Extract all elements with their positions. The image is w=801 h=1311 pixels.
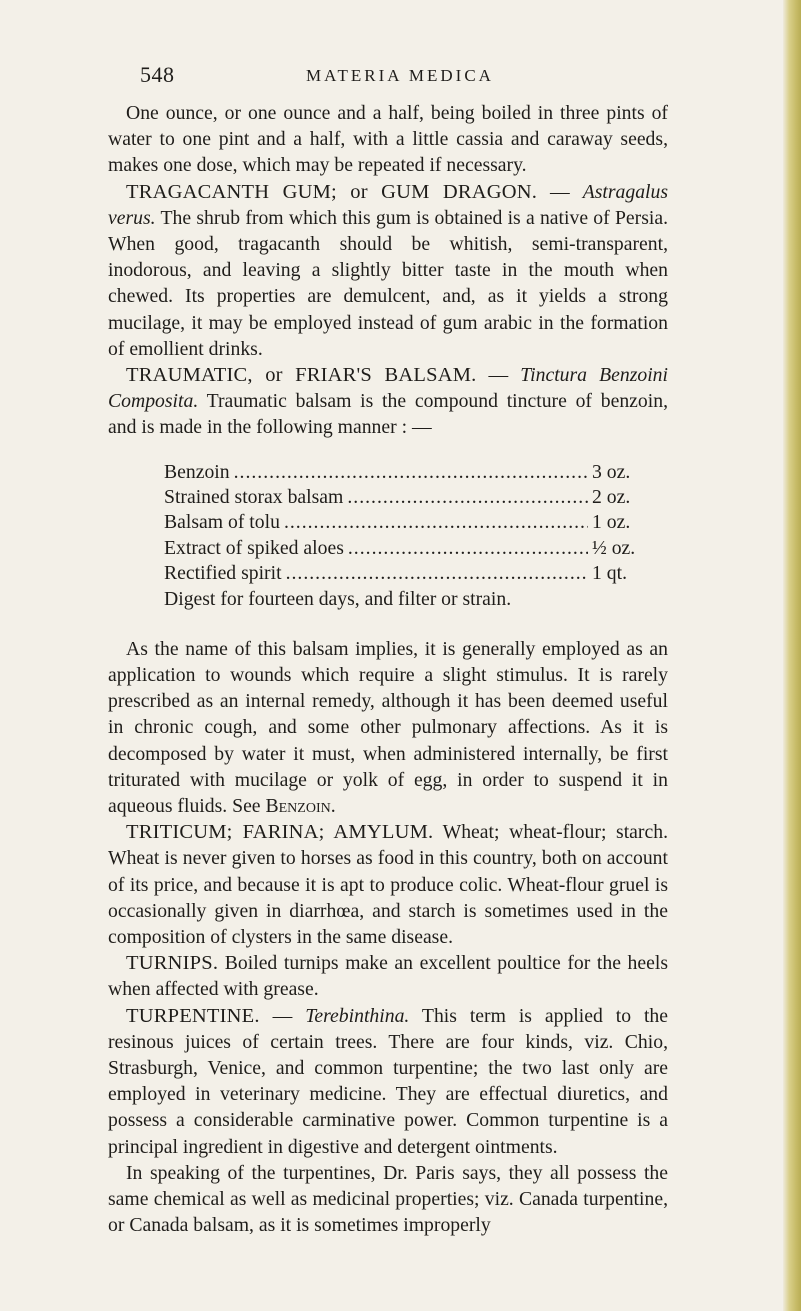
entry-text: This term is applied to the resinous juices of certain trees. There are four kinds, viz. Chio, Strasburgh, Venice, and common turpentine; the two last only are employed in veterinary medicine. They are effectual diuretics, and possess a considerable carminative power. Common turpentine is a principal ingredient in digestive and detergent ointments. <box>108 1004 668 1158</box>
dot-leader <box>284 509 588 535</box>
dot-leader <box>286 560 588 586</box>
ingredient-name: Benzoin <box>164 460 230 483</box>
entry-text: The shrub from which this gum is obtained is a native of Persia. When good, tragacanth should be whitish, semi-transparent, inodorous, and leaving a slightly bitter taste in the mouth when chewed. Its properties are demulcent, and, as it yields a strong mucilage, it may be employed instead of gum arabic in the formation of emollient drinks. <box>108 206 668 360</box>
page-edge <box>783 0 801 1311</box>
paragraph-text: As the name of this balsam implies, it is generally employed as an application to wounds which require a slight stimulus. It is rarely prescribed as an internal remedy, although it has been deemed useful in chronic cough, and some other pulmonary affections. As it is decomposed by water it must, when administered internally, be first triturated with mucilage or yolk of egg, in order to suspend it in aqueous fluids. See <box>108 637 668 818</box>
paragraph-balsam-use <box>108 636 668 819</box>
dot-leader <box>347 484 588 510</box>
paragraph-turpentines <box>108 1160 668 1239</box>
entry-heading: TRITICUM; FARINA; AMYLUM. <box>126 821 434 844</box>
ingredient-quantity: 1 oz. <box>592 511 631 534</box>
entry-latin-name: Astragalus verus. <box>108 180 669 229</box>
entry-tragacanth <box>108 179 668 362</box>
paragraph-text: One ounce, or one ounce and a half, being boiled in three pints of water to one pint and a half, with a little cassia and caraway seeds, makes one dose, which may be repeated if necessary. <box>108 102 668 177</box>
ingredient-name: Rectified spirit <box>164 562 282 585</box>
recipe-row <box>164 535 644 560</box>
entry-triticum <box>108 819 668 950</box>
entry-latin-name: Terebinthina. <box>305 1004 410 1027</box>
paragraph-dose <box>108 100 668 179</box>
entry-text: Wheat; wheat-flour; starch. Wheat is never given to horses as food in this country, both on account of its price, and because it is apt to produce colic. Wheat-flour gruel is occasionally given in diarrhœa, and starch is sometimes used in the composition of clysters in the same disease. <box>108 821 668 949</box>
entry-text: Traumatic balsam is the compound tincture of benzoin, and is made in the following manner : — <box>108 390 668 439</box>
entry-turpentine <box>108 1003 668 1160</box>
recipe-table <box>108 459 644 586</box>
entry-turnips <box>108 950 668 1002</box>
dot-leader <box>348 535 588 561</box>
ingredient-quantity: 1 qt. <box>592 562 628 585</box>
recipe-row <box>164 459 644 484</box>
entry-heading: TRAUMATIC, or FRIAR'S BALSAM. <box>126 364 477 387</box>
ingredient-name: Strained storax balsam <box>164 486 344 509</box>
recipe-row <box>164 484 644 509</box>
entry-heading: TURNIPS. <box>126 952 219 975</box>
page-number: 548 <box>140 62 175 87</box>
entry-traumatic-balsam <box>108 362 668 441</box>
ingredient-quantity: 2 oz. <box>592 486 631 509</box>
entry-dash: — <box>259 1004 306 1027</box>
dot-leader <box>234 459 588 485</box>
entry-text: Boiled turnips make an excellent poultice for the heels when affected with grease. <box>108 952 668 1001</box>
recipe-row <box>164 560 644 585</box>
running-head: MATERIA MEDICA <box>306 66 494 85</box>
recipe-row <box>164 509 644 534</box>
page-header <box>140 62 660 92</box>
cross-reference: Benzoin. <box>265 795 336 818</box>
entry-latin-name: Tinctura Benzoini Composita. <box>108 364 668 413</box>
entry-heading: TRAGACANTH GUM; or GUM DRAGON. <box>126 180 538 203</box>
ingredient-quantity: ½ oz. <box>592 536 636 559</box>
recipe-note: Digest for fourteen days, and filter or strain. <box>164 587 512 610</box>
entry-dash: — <box>476 364 521 387</box>
page-body <box>108 100 668 1238</box>
ingredient-quantity: 3 oz. <box>592 460 631 483</box>
ingredient-name: Extract of spiked aloes <box>164 536 344 559</box>
entry-dash: — <box>537 180 583 203</box>
ingredient-name: Balsam of tolu <box>164 511 280 534</box>
paragraph-text: In speaking of the turpentines, Dr. Paris says, they all possess the same chemical as well as medicinal properties; viz. Canada turpentine, or Canada balsam, as it is sometimes improperly <box>108 1161 668 1237</box>
entry-heading: TURPENTINE. <box>126 1004 260 1027</box>
